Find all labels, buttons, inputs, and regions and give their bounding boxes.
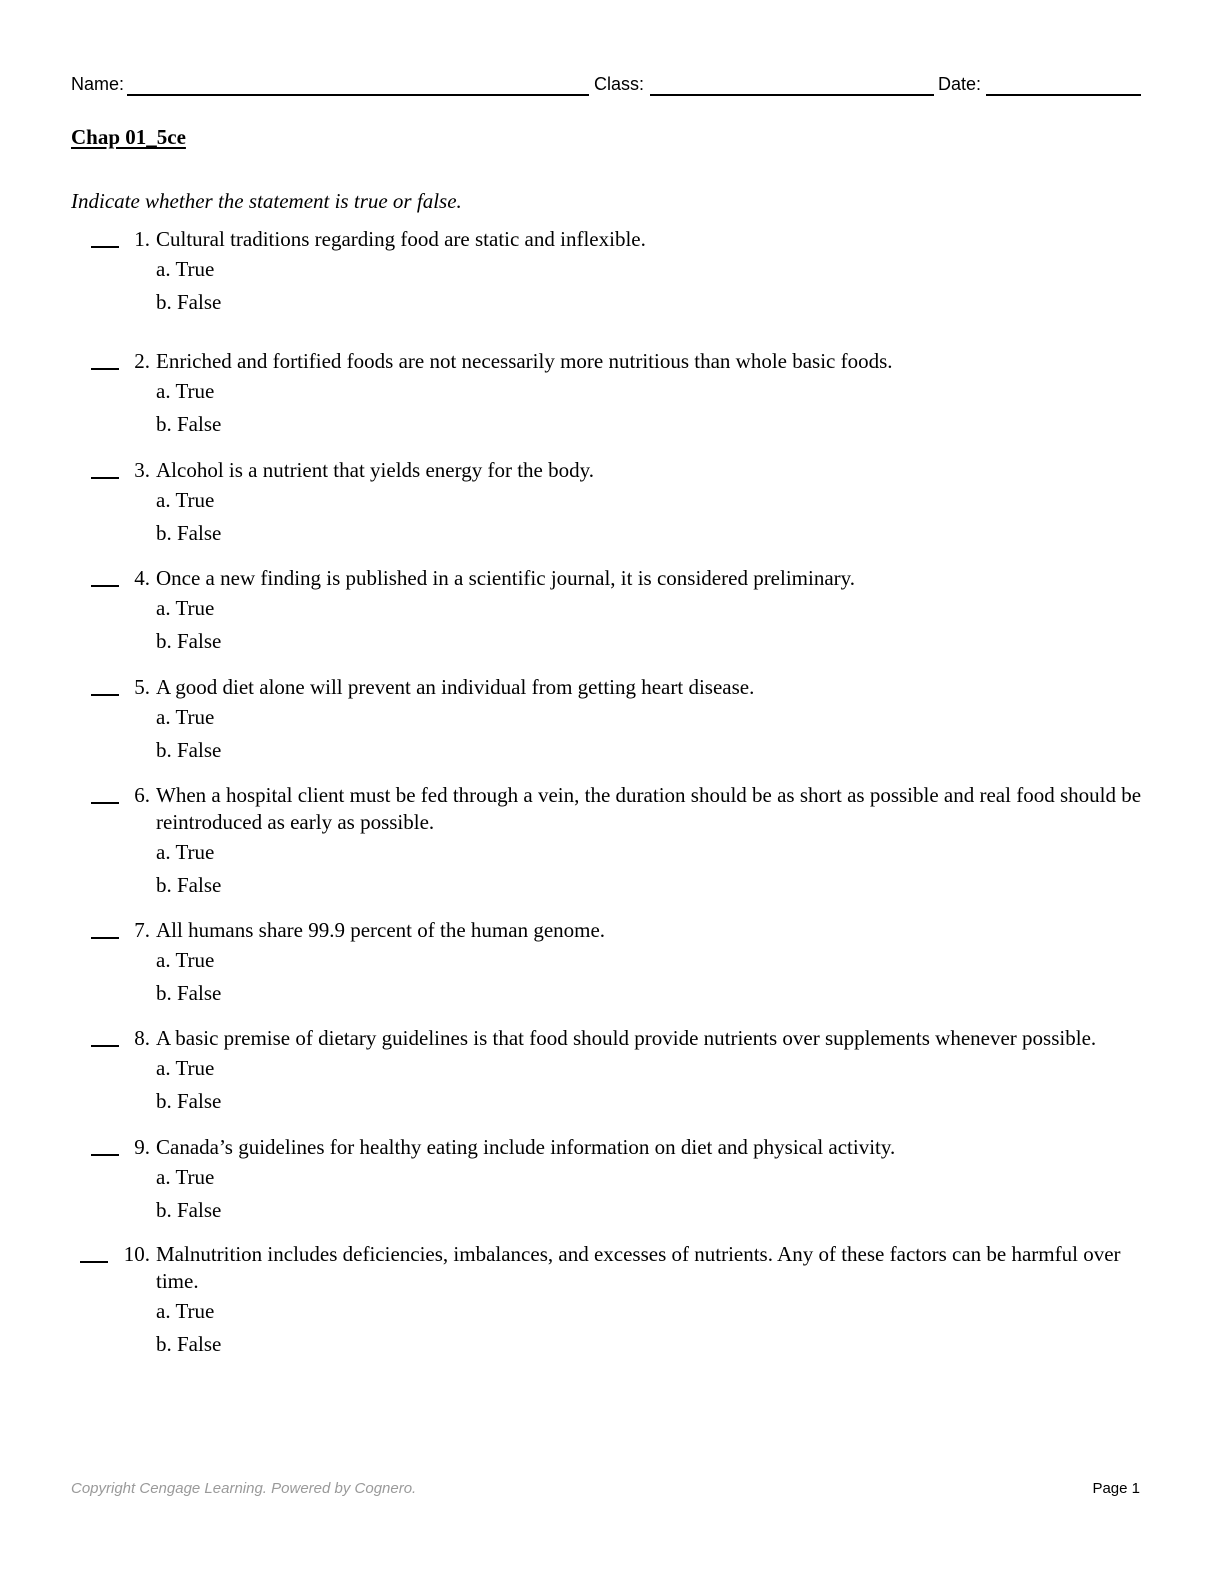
class-line[interactable] [650, 94, 934, 96]
option-true[interactable]: a. True [156, 1056, 215, 1080]
question-number: 4. [134, 566, 150, 590]
option-false[interactable]: b. False [156, 1089, 222, 1113]
question-text: Alcohol is a nutrient that yields energy for the body. [156, 458, 594, 482]
option-true[interactable]: a. True [156, 488, 215, 512]
question-number: 1. [134, 227, 150, 251]
option-false[interactable]: b. False [156, 521, 222, 545]
option-false[interactable]: b. False [156, 629, 222, 653]
copyright-footer: Copyright Cengage Learning. Powered by Cognero. [71, 1480, 417, 1497]
option-false[interactable]: b. False [156, 1198, 222, 1222]
page-number: Page 1 [1092, 1480, 1140, 1497]
question-number: 3. [134, 458, 150, 482]
instructions: Indicate whether the statement is true or false. [71, 189, 462, 213]
question-text: A basic premise of dietary guidelines is that food should provide nutrients over supplements whenever possible. [156, 1026, 1097, 1050]
option-true[interactable]: a. True [156, 1165, 215, 1189]
question-number: 10. [123, 1242, 150, 1266]
question-number: 2. [134, 349, 150, 373]
class-label: Class: [594, 74, 645, 94]
question-text: A good diet alone will prevent an individual from getting heart disease. [156, 675, 755, 699]
option-true[interactable]: a. True [156, 705, 215, 729]
option-true[interactable]: a. True [156, 257, 215, 281]
question-number: 9. [134, 1135, 150, 1159]
date-label: Date: [938, 74, 982, 94]
question-text: Once a new finding is published in a scientific journal, it is considered preliminary. [156, 566, 856, 590]
option-false[interactable]: b. False [156, 981, 222, 1005]
name-line[interactable] [127, 94, 589, 96]
option-true[interactable]: a. True [156, 948, 215, 972]
name-label: Name: [71, 74, 125, 94]
date-line[interactable] [986, 94, 1141, 96]
question-text: Canada’s guidelines for healthy eating include information on diet and physical activity. [156, 1135, 896, 1159]
question-text: Cultural traditions regarding food are static and inflexible. [156, 227, 646, 251]
question-text: Malnutrition includes deficiencies, imbalances, and excesses of nutrients. Any of these factors can be harmful over time. [156, 1242, 1121, 1293]
date-field[interactable] [938, 72, 1141, 98]
question-number: 8. [134, 1026, 150, 1050]
option-false[interactable]: b. False [156, 290, 222, 314]
header [71, 72, 1141, 98]
option-false[interactable]: b. False [156, 873, 222, 897]
option-true[interactable]: a. True [156, 840, 215, 864]
page-title: Chap 01_5ce [71, 125, 186, 149]
question-text: All humans share 99.9 percent of the human genome. [156, 918, 606, 942]
question-number: 6. [134, 783, 150, 807]
option-true[interactable]: a. True [156, 379, 215, 403]
question-text: Enriched and fortified foods are not necessarily more nutritious than whole basic foods. [156, 349, 893, 373]
question-text: When a hospital client must be fed through a vein, the duration should be as short as possible and real food should be reintroduced as early as possible. [156, 783, 1142, 834]
option-true[interactable]: a. True [156, 1299, 215, 1323]
option-true[interactable]: a. True [156, 596, 215, 620]
question-number: 5. [134, 675, 150, 699]
option-false[interactable]: b. False [156, 1332, 222, 1356]
question-number: 7. [134, 918, 150, 942]
option-false[interactable]: b. False [156, 738, 222, 762]
option-false[interactable]: b. False [156, 412, 222, 436]
class-field[interactable] [594, 72, 934, 98]
name-field[interactable] [71, 72, 589, 98]
